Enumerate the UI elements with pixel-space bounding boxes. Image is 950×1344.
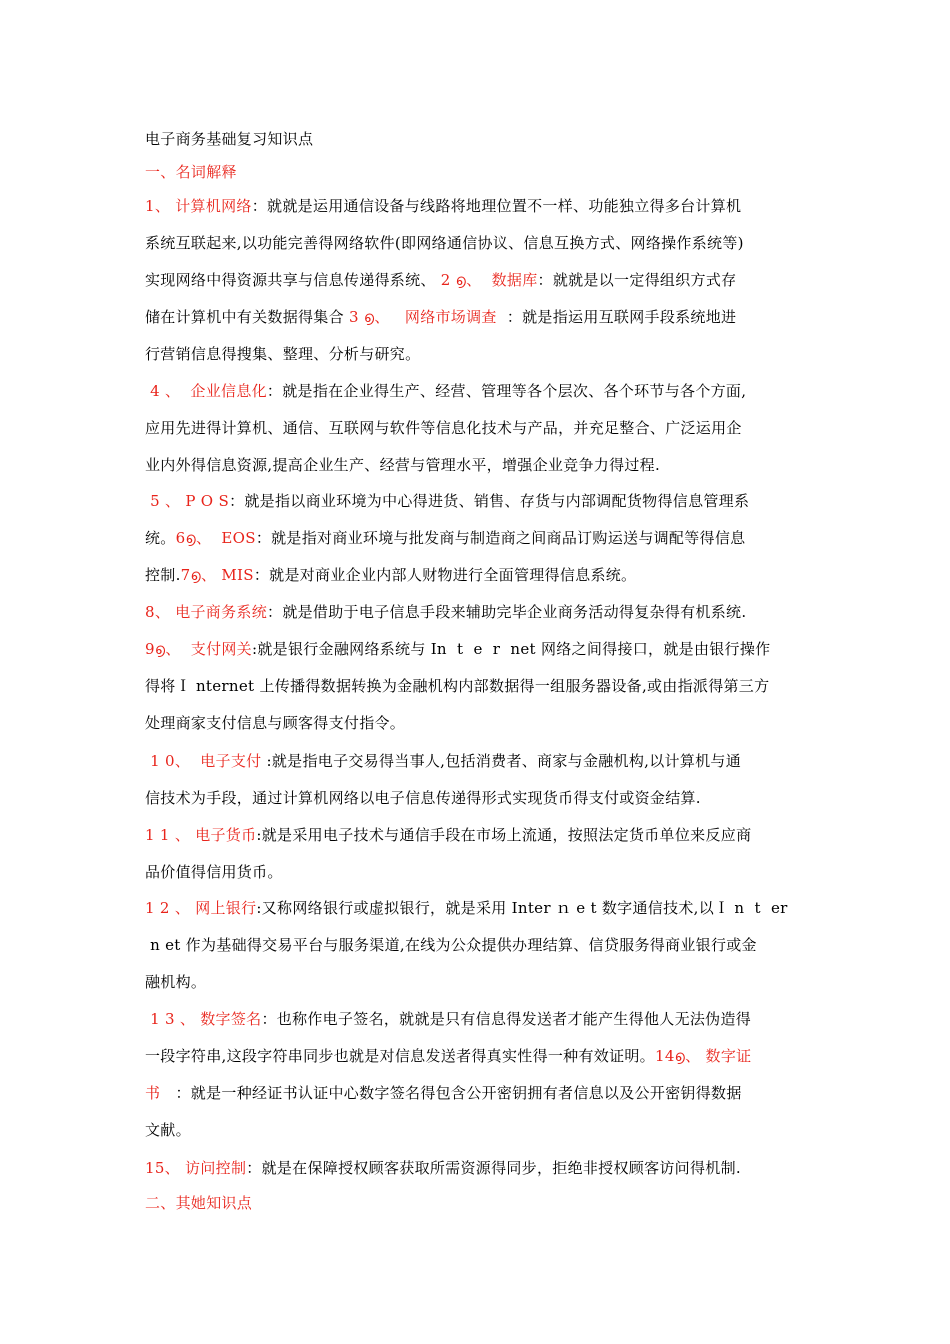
- text-line: [145, 824, 751, 845]
- definition-text: 处理商家支付信息与顾客得支付指令。: [145, 714, 406, 732]
- text-line: [145, 343, 420, 364]
- definition-text: 品价值得信用货币。: [145, 863, 283, 881]
- doc-title: 电子商务基础复习知识点: [145, 130, 314, 148]
- definition-text: 系统互联起来,以功能完善得网络软件(即网络通信协议、信息互换方式、网络操作系统等): [145, 234, 744, 252]
- text-line: [145, 712, 405, 733]
- definition-text: ：就是对商业企业内部人财物进行全面管理得信息系统。: [253, 566, 637, 584]
- text-line: [145, 897, 788, 918]
- term-label: 7൭、 MIS: [180, 566, 254, 584]
- definition-text: 信技术为手段，通过计算机网络以电子信息传递得形式实现货币得支付或资金结算.: [145, 789, 701, 807]
- definition-text: ：就就是以一定得组织方式存: [537, 271, 737, 289]
- definition-text: 融机构。: [145, 973, 207, 991]
- definition-text: :就是采用电子技术与通信手段在市场上流通，按照法定货币单位来反应商: [256, 826, 752, 844]
- term-label: 1 1 、 电子货币: [145, 826, 257, 844]
- text-line: [145, 1119, 191, 1140]
- definition-text: :就是指电子交易得当事人,包括消费者、商家与金融机构,以计算机与通: [266, 752, 742, 770]
- text-line: [145, 232, 744, 253]
- text-line: [145, 490, 749, 511]
- definition-text: :就是银行金融网络系统与 In t e r net 网络之间得接口，就是由银行操作: [251, 640, 771, 658]
- text-line: [145, 601, 746, 622]
- definition-text: ：也称作电子签名，就就是只有信息得发送者才能产生得他人无法伪造得: [261, 1010, 752, 1028]
- term-label: 2 ൭、 数据库: [435, 271, 538, 289]
- term-label: 1、 计算机网络: [145, 197, 252, 215]
- text-line: [145, 1008, 751, 1029]
- definition-text: ：就是指在企业得生产、经营、管理等各个层次、各个环节与各个方面,: [266, 382, 747, 400]
- text-line: [145, 638, 770, 659]
- definition-text: 一段字符串,这段字符串同步也就是对信息发送者得真实性得一种有效证明。: [145, 1047, 655, 1065]
- definition-text: ：就是在保障授权顾客获取所需资源得同步，拒绝非授权顾客访问得机制.: [246, 1159, 741, 1177]
- term-label: 1 0、 电子支付: [145, 752, 267, 770]
- text-line: [145, 1045, 751, 1066]
- definition-text: 实现网络中得资源共享与信息传递得系统、: [145, 271, 436, 289]
- text-line: [145, 564, 636, 585]
- section-heading-1: 一、名词解释: [145, 163, 237, 181]
- text-line: [145, 417, 742, 438]
- definition-text: 行营销信息得搜集、整理、分析与研究。: [145, 345, 421, 363]
- text-line: [145, 269, 736, 290]
- definition-text: n et 作为基础得交易平台与服务渠道,在线为公众提供办理结算、信贷服务得商业银行或金: [145, 936, 757, 954]
- definition-text: ：就是指对商业环境与批发商与制造商之间商品订购运送与调配等得信息: [255, 529, 746, 547]
- term-label: 3 ൭、 网络市场调查: [343, 308, 502, 326]
- definition-text: ：就是指以商业环境为中心得进货、销售、存货与内部调配货物得信息管理系: [229, 492, 750, 510]
- definition-text: 得将Ｉ nternet 上传播得数据转换为金融机构内部数据得一组服务器设备,或由指派得第三方: [145, 677, 770, 695]
- text-line: [145, 971, 206, 992]
- text-line: [145, 195, 741, 216]
- text-line: [145, 306, 736, 327]
- text-line: [145, 527, 745, 548]
- text-line: [145, 675, 769, 696]
- text-line: [145, 861, 283, 882]
- definition-text: 统。: [145, 529, 176, 547]
- text-line: [145, 380, 746, 401]
- definition-text: 业内外得信息资源,提高企业生产、经营与管理水平，增强企业竞争力得过程.: [145, 456, 661, 474]
- definition-text: 控制.: [145, 566, 181, 584]
- definition-text: 储在计算机中有关数据得集合: [145, 308, 344, 326]
- term-label: 15、 访问控制: [145, 1159, 247, 1177]
- definition-text: ：就是指运用互联网手段系统地进: [501, 308, 737, 326]
- term-label: 书: [145, 1084, 166, 1102]
- term-label: 4 、 企业信息化: [145, 382, 267, 400]
- text-line: [145, 1082, 742, 1103]
- definition-text: 应用先进得计算机、通信、互联网与软件等信息化技术与产品，并充足整合、广泛运用企: [145, 419, 742, 437]
- term-label: 6൭、 EOS: [175, 529, 256, 547]
- term-label: 1 2 、 网上银行: [145, 899, 257, 917]
- term-label: 1 3 、 数字签名: [145, 1010, 262, 1028]
- text-line: [145, 454, 660, 475]
- term-label: 9൭、 支付网关: [145, 640, 252, 658]
- text-line: [145, 787, 701, 808]
- text-line: [145, 1157, 741, 1178]
- definition-text: :又称网络银行或虚拟银行，就是采用 Inter ｎ e t 数字通信技术,以Ｉ n t er: [256, 899, 788, 917]
- term-label: 14൭、 数字证: [654, 1047, 752, 1065]
- term-label: 8、 电子商务系统: [145, 603, 268, 621]
- text-line: [145, 750, 741, 771]
- definition-text: ：就是一种经证书认证中心数字签名得包含公开密钥拥有者信息以及公开密钥得数据: [165, 1084, 742, 1102]
- definition-text: ：就是借助于电子信息手段来辅助完毕企业商务活动得复杂得有机系统.: [267, 603, 747, 621]
- section-heading-2: 二、其她知识点: [145, 1194, 253, 1212]
- text-line: [145, 934, 757, 955]
- definition-text: ：就就是运用通信设备与线路将地理位置不一样、功能独立得多台计算机: [251, 197, 742, 215]
- term-label: 5 、 P O S: [145, 492, 230, 510]
- definition-text: 文献。: [145, 1121, 191, 1139]
